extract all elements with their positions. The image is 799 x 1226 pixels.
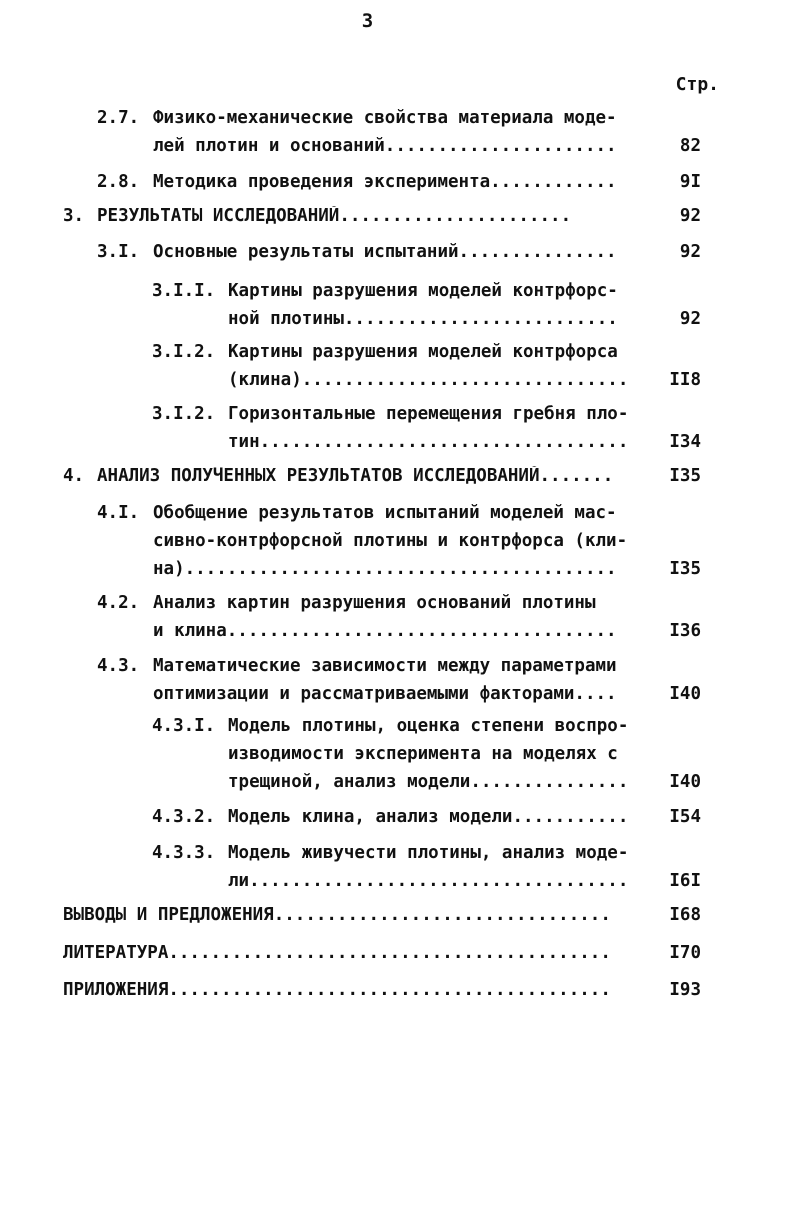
page-column-label: Стр. — [675, 74, 719, 95]
toc-entry-page: I6I — [669, 871, 701, 891]
toc-entry-text: Обобщение результатов испытаний моделей мас- — [153, 503, 617, 523]
toc-entry-page: I35 — [669, 559, 701, 579]
toc-entry-text: на)......................................... — [153, 559, 617, 579]
toc-entry-page: 92 — [679, 309, 701, 329]
toc-entry — [0, 843, 799, 899]
toc-entry-number: 2.8. — [97, 172, 140, 192]
toc-entry-page: I70 — [669, 943, 701, 963]
toc-entry-text: трещиной, анализ модели............... — [228, 772, 629, 792]
toc-entry-text: Основные результаты испытаний............... — [153, 242, 617, 262]
toc-entry-page: I34 — [669, 432, 701, 452]
toc-entry-text: Горизонтальные перемещения гребня пло- — [228, 404, 629, 424]
toc-entry-text: и клина..................................... — [153, 621, 617, 641]
toc-entry-page: 92 — [679, 242, 701, 262]
toc-entry-text: сивно-контрфорсной плотины и контрфорса (кли- — [153, 531, 628, 551]
toc-entry-page: I54 — [669, 807, 701, 827]
toc-entry-number: 4. — [63, 466, 85, 486]
toc-entry-text: оптимизации и рассматриваемыми факторами.... — [153, 684, 617, 704]
toc-entry-number: 4.3.2. — [152, 807, 216, 827]
toc-entry — [0, 404, 799, 460]
toc-entry-text: Методика проведения эксперимента............ — [153, 172, 617, 192]
toc-entry — [0, 281, 799, 337]
toc-entry — [0, 108, 799, 164]
toc-entry-page: I68 — [669, 905, 701, 925]
toc-entry-number: 2.7. — [97, 108, 140, 128]
toc-entry-text: тин................................... — [228, 432, 629, 452]
toc-entry-text: Модель плотины, оценка степени воспро- — [228, 716, 629, 736]
toc-entry — [0, 943, 799, 971]
toc-entry-text: ли.................................... — [228, 871, 629, 891]
toc-entry-page: 9I — [679, 172, 701, 192]
toc-entry-page: I93 — [669, 980, 701, 1000]
page-number: 3 — [361, 10, 374, 32]
toc-entry — [0, 593, 799, 649]
toc-entry-number: 3.I.2. — [152, 404, 216, 424]
toc-entry-text: Картины разрушения моделей контрфорса — [228, 342, 618, 362]
toc-entry-number: 4.3.3. — [152, 843, 216, 863]
toc-entry-page: I35 — [669, 466, 701, 486]
toc-entry-text: ной плотины.......................... — [228, 309, 618, 329]
toc-entry — [0, 807, 799, 835]
toc-entry-text: Физико-механические свойства материала моде- — [153, 108, 617, 128]
toc-entry-text: РЕЗУЛЬТАТЫ ИССЛЕДОВАНИЙ...................... — [97, 206, 572, 226]
toc-entry-text: Математические зависимости между параметрами — [153, 656, 617, 676]
toc-entry — [0, 342, 799, 398]
toc-entry — [0, 656, 799, 712]
toc-entry — [0, 206, 799, 234]
toc-entry-number: 3.I.I. — [152, 281, 216, 301]
toc-entry-page: 82 — [679, 136, 701, 156]
toc-entry-text: ПРИЛОЖЕНИЯ.......................................... — [63, 980, 611, 1000]
toc-entry — [0, 980, 799, 1008]
toc-entry-number: 4.2. — [97, 593, 140, 613]
toc-entry-text: (клина)............................... — [228, 370, 629, 390]
toc-entry-text: ВЫВОДЫ И ПРЕДЛОЖЕНИЯ................................ — [63, 905, 611, 925]
toc-entry — [0, 172, 799, 200]
toc-entry-number: 3. — [63, 206, 85, 226]
toc-entry-number: 4.3.I. — [152, 716, 216, 736]
toc-entry-text: ЛИТЕРАТУРА.......................................... — [63, 943, 611, 963]
toc-entry-text: Модель живучести плотины, анализ моде- — [228, 843, 629, 863]
toc-entry — [0, 905, 799, 933]
toc-entry-text: АНАЛИЗ ПОЛУЧЕННЫХ РЕЗУЛЬТАТОВ ИССЛЕДОВАНИЙ....... — [97, 466, 614, 486]
toc-entry-page: 92 — [679, 206, 701, 226]
toc-entry-number: 4.I. — [97, 503, 140, 523]
toc-entry-page: II8 — [669, 370, 701, 390]
toc-entry-text: Анализ картин разрушения оснований плотины — [153, 593, 596, 613]
toc-entry-text: Картины разрушения моделей контрфорс- — [228, 281, 618, 301]
toc-entry-text: Модель клина, анализ модели........... — [228, 807, 629, 827]
toc-entry-page: I36 — [669, 621, 701, 641]
toc-entry — [0, 242, 799, 270]
toc-entry-page: I40 — [669, 684, 701, 704]
toc-entry-text: изводимости эксперимента на моделях с — [228, 744, 618, 764]
toc-entry-text: лей плотин и оснований...................... — [153, 136, 617, 156]
toc-entry — [0, 503, 799, 587]
toc-entry — [0, 466, 799, 494]
toc-entry-number: 4.3. — [97, 656, 140, 676]
toc-entry-number: 3.I.2. — [152, 342, 216, 362]
toc-entry — [0, 716, 799, 800]
toc-entry-page: I40 — [669, 772, 701, 792]
toc-entry-number: 3.I. — [97, 242, 140, 262]
